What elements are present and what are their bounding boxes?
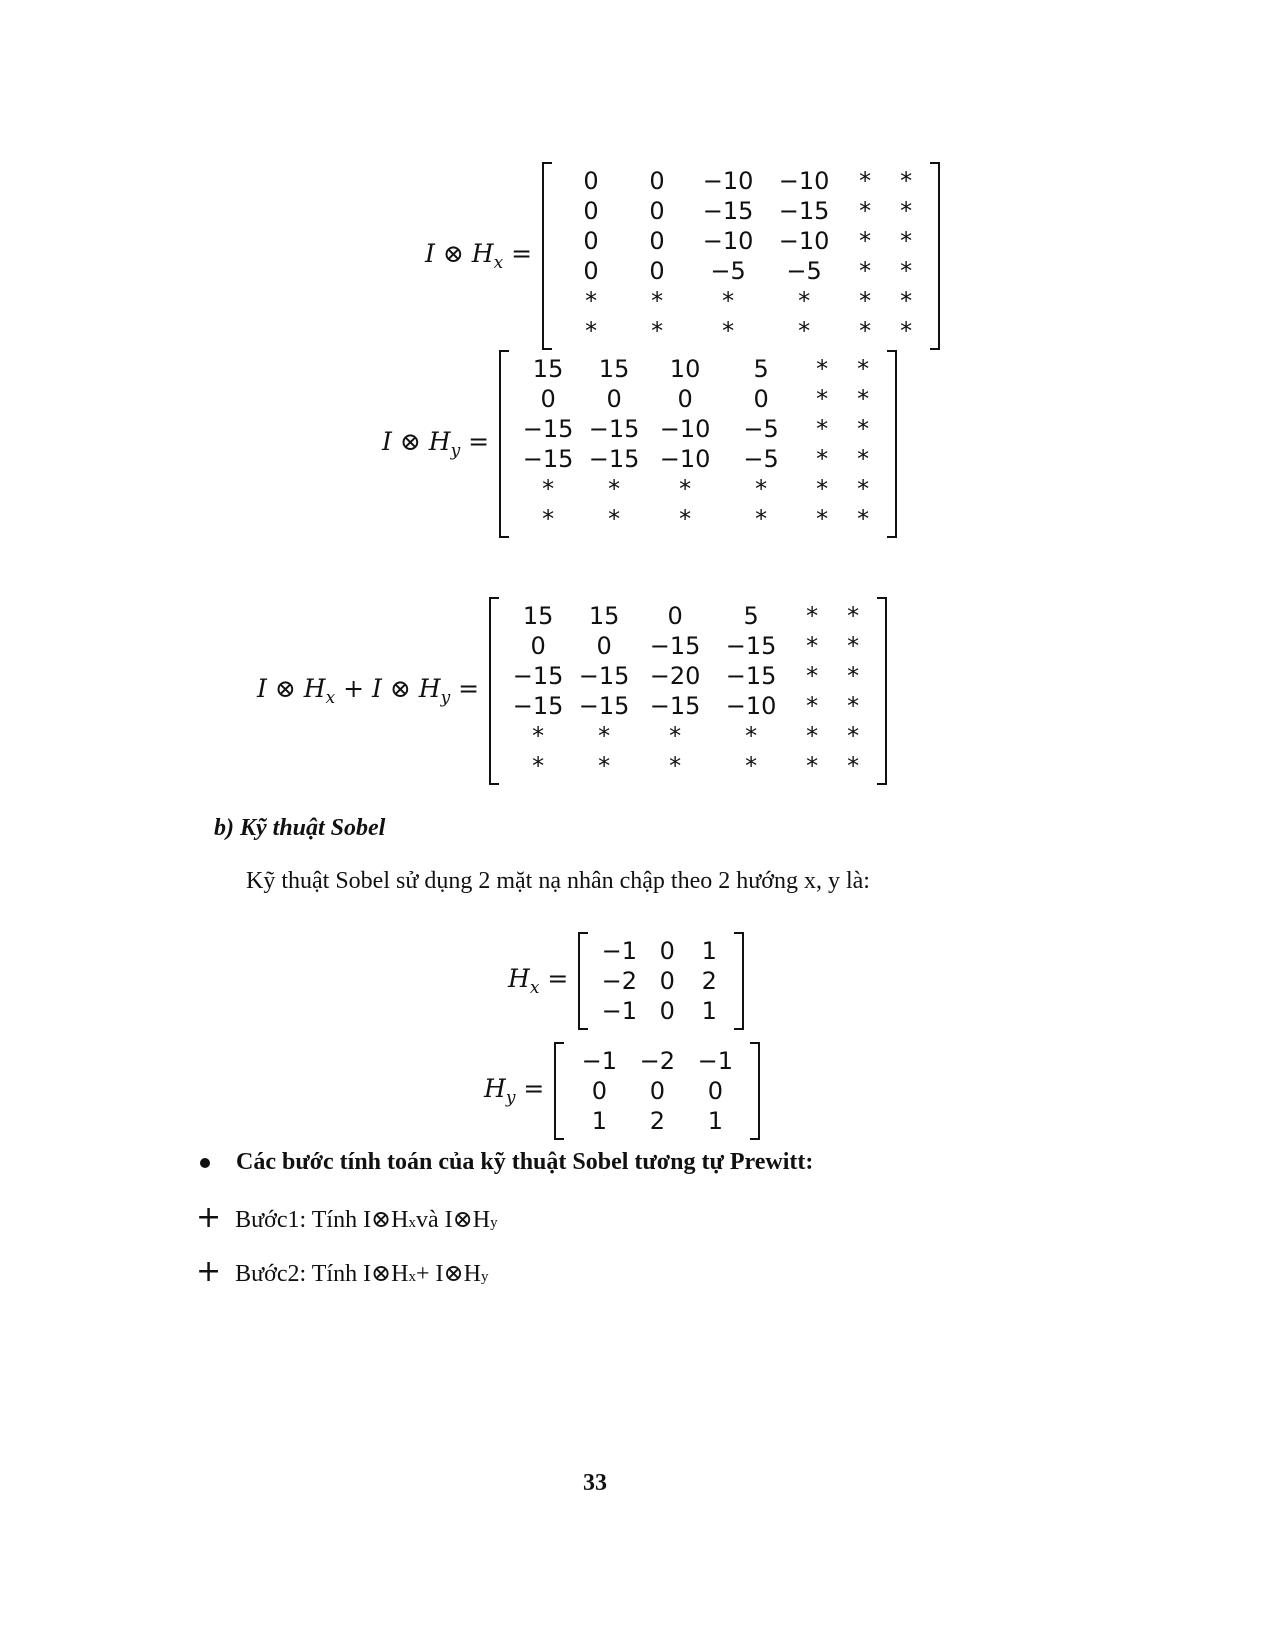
matrix-cell: * bbox=[608, 475, 621, 503]
equation-hy bbox=[484, 1042, 760, 1140]
equals-sign: = bbox=[458, 674, 480, 703]
matrix-cell: * bbox=[857, 415, 870, 443]
equation-i-conv-hy bbox=[382, 350, 897, 538]
matrix-cell: −15 bbox=[702, 197, 754, 225]
matrix-cell: * bbox=[745, 752, 758, 780]
matrix-cell: −1 bbox=[697, 1047, 734, 1075]
symbol-i: I bbox=[257, 674, 267, 703]
subscript: x bbox=[325, 688, 336, 708]
subscript: y bbox=[450, 441, 461, 461]
matrix-cell: * bbox=[816, 355, 829, 383]
step-1 bbox=[196, 1200, 498, 1235]
matrix-cell: −15 bbox=[725, 662, 777, 690]
matrix-cell: −15 bbox=[649, 692, 701, 720]
symbol-h: H bbox=[428, 427, 451, 456]
matrix-cell: 15 bbox=[532, 355, 564, 383]
matrix-cell: 1 bbox=[701, 997, 717, 1025]
matrix-cell: −15 bbox=[522, 445, 574, 473]
matrix-cell: −10 bbox=[659, 415, 711, 443]
matrix-cell: −10 bbox=[778, 227, 830, 255]
matrix-cell: −5 bbox=[710, 257, 746, 285]
matrix-cell: −10 bbox=[778, 167, 830, 195]
symbol-h: H bbox=[508, 964, 530, 993]
matrix-cell: −10 bbox=[725, 692, 777, 720]
matrix-cell: * bbox=[900, 227, 913, 255]
subscript: y bbox=[440, 688, 451, 708]
matrix-cell: 0 bbox=[583, 227, 599, 255]
matrix-cell: 1 bbox=[707, 1107, 723, 1135]
matrix-cell: * bbox=[900, 287, 913, 315]
equation-lhs bbox=[508, 964, 568, 998]
matrix-cell: 0 bbox=[583, 257, 599, 285]
matrix-cell: 0 bbox=[591, 1077, 607, 1105]
matrix-cell: 0 bbox=[649, 197, 665, 225]
matrix-cell: −15 bbox=[725, 632, 777, 660]
matrix-cell: * bbox=[651, 287, 664, 315]
matrix-cell: * bbox=[651, 317, 664, 345]
matrix-cell: −1 bbox=[601, 937, 637, 965]
matrix-cell: 2 bbox=[701, 967, 717, 995]
equation-lhs bbox=[382, 427, 489, 461]
matrix-cell: −2 bbox=[601, 967, 637, 995]
matrix-cell: * bbox=[532, 752, 545, 780]
matrix-sum bbox=[489, 597, 887, 785]
matrix-cell: * bbox=[859, 197, 872, 225]
matrix-cell: * bbox=[857, 475, 870, 503]
matrix-cell: −10 bbox=[702, 167, 754, 195]
matrix-cell: * bbox=[859, 317, 872, 345]
matrix-cell: * bbox=[857, 445, 870, 473]
matrix-cell: * bbox=[900, 197, 913, 225]
matrix-cell: 15 bbox=[522, 602, 554, 630]
matrix-cell: * bbox=[900, 167, 913, 195]
equals-sign: = bbox=[511, 239, 533, 268]
matrix-cell: −10 bbox=[659, 445, 711, 473]
matrix-cell: * bbox=[900, 317, 913, 345]
step-subscript: y bbox=[490, 1215, 498, 1231]
equation-lhs bbox=[425, 239, 532, 273]
matrix-cell: −5 bbox=[743, 445, 779, 473]
matrix-cell: * bbox=[900, 257, 913, 285]
subscript: x bbox=[529, 978, 540, 998]
matrix-cell: * bbox=[859, 227, 872, 255]
matrix-cell: 5 bbox=[753, 355, 769, 383]
matrix-cell: * bbox=[806, 632, 819, 660]
symbol-i: I bbox=[382, 427, 392, 456]
matrix-cell: * bbox=[598, 722, 611, 750]
matrix-cell: −15 bbox=[522, 415, 574, 443]
matrix-cell: * bbox=[806, 722, 819, 750]
matrix-cell: * bbox=[669, 752, 682, 780]
matrix-cell: 0 bbox=[583, 197, 599, 225]
symbol-h: H bbox=[471, 239, 494, 268]
matrix-cell: 0 bbox=[596, 632, 612, 660]
matrix-cell: * bbox=[532, 722, 545, 750]
symbol-i: I bbox=[425, 239, 435, 268]
convolution-operator: ⊗ bbox=[274, 674, 296, 703]
matrix-cell: −15 bbox=[578, 692, 630, 720]
equals-sign: = bbox=[468, 427, 490, 456]
step-text: Bước2: Tính I⊗H bbox=[235, 1261, 409, 1287]
matrix-cell: 0 bbox=[707, 1077, 723, 1105]
matrix-cell: 0 bbox=[753, 385, 769, 413]
matrix-cell: −15 bbox=[512, 692, 564, 720]
matrix-i-conv-hy bbox=[499, 350, 897, 538]
matrix-cell: * bbox=[857, 385, 870, 413]
matrix-cell: * bbox=[679, 475, 692, 503]
page-number: 33 bbox=[583, 1470, 607, 1496]
matrix-cell: 2 bbox=[649, 1107, 665, 1135]
matrix-cell: * bbox=[598, 752, 611, 780]
matrix-cell: 0 bbox=[659, 997, 675, 1025]
matrix-cell: 0 bbox=[540, 385, 556, 413]
matrix-cell: * bbox=[847, 752, 860, 780]
matrix-cell: * bbox=[806, 602, 819, 630]
matrix-cell: * bbox=[669, 722, 682, 750]
matrix-cell: * bbox=[847, 722, 860, 750]
matrix-cell: 0 bbox=[649, 167, 665, 195]
matrix-cell: 0 bbox=[659, 967, 675, 995]
matrix-cell: −15 bbox=[578, 662, 630, 690]
equation-lhs bbox=[257, 674, 479, 708]
matrix-cell: * bbox=[816, 415, 829, 443]
matrix-cell: * bbox=[755, 505, 768, 533]
matrix-cell: * bbox=[806, 662, 819, 690]
bullet-text: Các bước tính toán của kỹ thuật Sobel tương tự Prewitt: bbox=[236, 1149, 814, 1175]
matrix-cell: * bbox=[859, 167, 872, 195]
matrix-hx bbox=[578, 932, 744, 1030]
matrix-i-conv-hx bbox=[542, 162, 940, 350]
step-text-mid: + I⊗H bbox=[416, 1261, 481, 1287]
symbol-h: H bbox=[484, 1074, 506, 1103]
matrix-cell: −1 bbox=[581, 1047, 618, 1075]
matrix-cell: * bbox=[806, 692, 819, 720]
step-text-mid: và I⊗H bbox=[416, 1207, 491, 1233]
matrix-cell: −15 bbox=[588, 445, 640, 473]
bullet-item bbox=[200, 1149, 813, 1176]
plus-icon: + bbox=[196, 1200, 222, 1235]
equals-sign: = bbox=[547, 964, 569, 993]
equation-sum bbox=[257, 597, 887, 785]
convolution-operator: ⊗ bbox=[389, 674, 411, 703]
matrix-cell: * bbox=[542, 475, 555, 503]
matrix-cell: −5 bbox=[743, 415, 779, 443]
matrix-cell: * bbox=[859, 257, 872, 285]
matrix-cell: 5 bbox=[743, 602, 759, 630]
step-text: Bước1: Tính I⊗H bbox=[235, 1207, 409, 1233]
equation-hx bbox=[508, 932, 744, 1030]
matrix-cell: * bbox=[745, 722, 758, 750]
equation-i-conv-hx bbox=[425, 162, 940, 350]
step-subscript: x bbox=[408, 1215, 416, 1231]
matrix-cell: 1 bbox=[701, 937, 717, 965]
matrix-cell: * bbox=[608, 505, 621, 533]
symbol-i: I bbox=[372, 674, 382, 703]
symbol-h: H bbox=[418, 674, 441, 703]
matrix-cell: 15 bbox=[588, 602, 620, 630]
matrix-cell: 0 bbox=[659, 937, 675, 965]
section-heading: b) Kỹ thuật Sobel bbox=[214, 815, 386, 841]
matrix-cell: * bbox=[847, 662, 860, 690]
matrix-cell: * bbox=[585, 317, 598, 345]
matrix-cell: 15 bbox=[598, 355, 630, 383]
matrix-cell: 0 bbox=[530, 632, 546, 660]
convolution-operator: ⊗ bbox=[399, 427, 421, 456]
matrix-cell: * bbox=[679, 505, 692, 533]
matrix-cell: * bbox=[847, 632, 860, 660]
matrix-cell: 0 bbox=[583, 167, 599, 195]
matrix-cell: −15 bbox=[649, 632, 701, 660]
matrix-cell: * bbox=[542, 505, 555, 533]
bullet-dot-icon bbox=[200, 1158, 210, 1168]
matrix-cell: 10 bbox=[669, 355, 701, 383]
matrix-cell: −2 bbox=[639, 1047, 676, 1075]
matrix-cell: 1 bbox=[591, 1107, 607, 1135]
equation-lhs bbox=[484, 1074, 544, 1108]
section-paragraph: Kỹ thuật Sobel sử dụng 2 mặt nạ nhân chập theo 2 hướng x, y là: bbox=[246, 868, 870, 894]
matrix-cell: * bbox=[722, 317, 735, 345]
convolution-operator: ⊗ bbox=[442, 239, 464, 268]
matrix-cell: 0 bbox=[677, 385, 693, 413]
plus-sign: + bbox=[343, 674, 365, 703]
step-subscript: y bbox=[480, 1269, 489, 1285]
matrix-cell: * bbox=[816, 385, 829, 413]
matrix-cell: * bbox=[722, 287, 735, 315]
subscript: y bbox=[505, 1088, 516, 1108]
matrix-cell: −20 bbox=[649, 662, 701, 690]
symbol-h: H bbox=[303, 674, 326, 703]
matrix-cell: 0 bbox=[649, 257, 665, 285]
matrix-cell: −15 bbox=[778, 197, 830, 225]
matrix-cell: −5 bbox=[786, 257, 822, 285]
equals-sign: = bbox=[523, 1074, 545, 1103]
step-2 bbox=[196, 1254, 488, 1289]
matrix-cell: * bbox=[857, 355, 870, 383]
matrix-cell: * bbox=[857, 505, 870, 533]
matrix-cell: −1 bbox=[601, 997, 637, 1025]
matrix-cell: * bbox=[816, 475, 829, 503]
matrix-cell: * bbox=[847, 692, 860, 720]
matrix-cell: −15 bbox=[512, 662, 564, 690]
matrix-cell: 0 bbox=[649, 227, 665, 255]
matrix-hy bbox=[554, 1042, 760, 1140]
matrix-cell: * bbox=[806, 752, 819, 780]
matrix-cell: * bbox=[798, 287, 811, 315]
subscript: x bbox=[493, 253, 504, 273]
step-subscript: x bbox=[408, 1269, 416, 1285]
matrix-cell: * bbox=[847, 602, 860, 630]
matrix-cell: −10 bbox=[702, 227, 754, 255]
matrix-cell: * bbox=[755, 475, 768, 503]
matrix-cell: 0 bbox=[606, 385, 622, 413]
matrix-cell: * bbox=[798, 317, 811, 345]
matrix-cell: * bbox=[816, 445, 829, 473]
matrix-cell: −15 bbox=[588, 415, 640, 443]
matrix-cell: * bbox=[816, 505, 829, 533]
plus-icon: + bbox=[196, 1254, 222, 1289]
matrix-cell: 0 bbox=[649, 1077, 665, 1105]
matrix-cell: * bbox=[585, 287, 598, 315]
matrix-cell: * bbox=[859, 287, 872, 315]
matrix-cell: 0 bbox=[667, 602, 683, 630]
